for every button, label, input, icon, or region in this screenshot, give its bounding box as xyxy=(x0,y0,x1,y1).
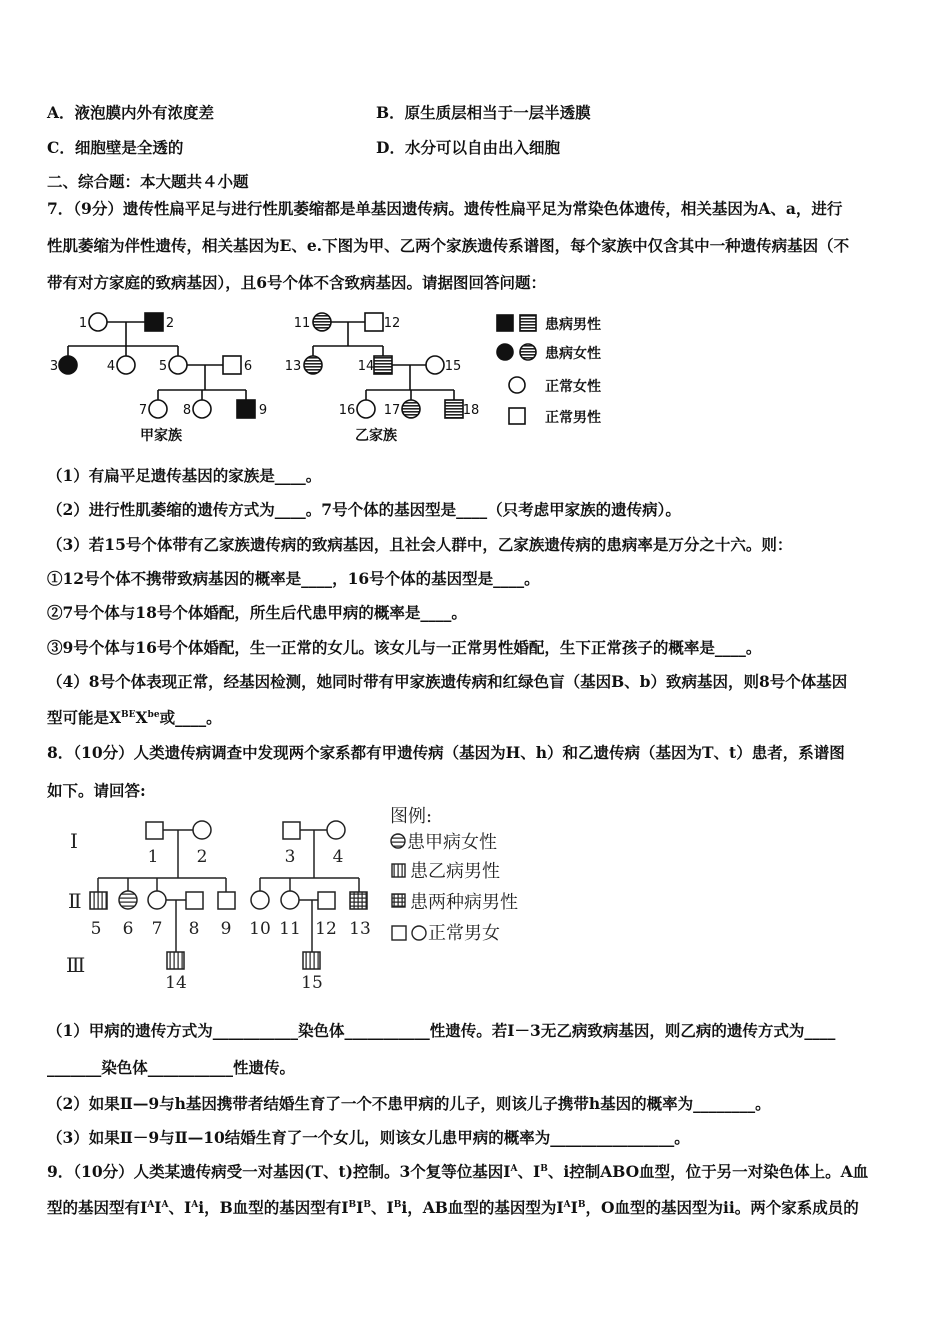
q8-pedigree-figure xyxy=(60,800,530,995)
gen-label-2: Ⅱ xyxy=(68,889,82,913)
q8-sub1-line2: _______染色体___________性遗传。 xyxy=(47,1058,296,1077)
q8-sub2: （2）如果Ⅱ—9与h基因携带者结婚生育了一个不患甲病的儿子，则该儿子携带h基因的概率为________。 xyxy=(47,1094,771,1113)
q7-pedigree-figure xyxy=(50,300,620,450)
q7-sub4: （4）8号个体表现正常，经基因检测，她同时带有甲家族遗传病和红绿色盲（基因B、b）致病基因，则8号个体基因 xyxy=(47,672,848,691)
label-ind-9: 9 xyxy=(258,403,268,418)
q9-l2g: i，AB血型的基因型为I xyxy=(401,1198,564,1217)
label-ind-6: 6 xyxy=(243,359,253,374)
q9-line2 xyxy=(47,1196,859,1218)
q8-legend-female-a xyxy=(391,834,405,848)
q8-label-14: 14 xyxy=(165,973,187,993)
q9-l2b: I xyxy=(154,1198,162,1217)
q8-ind-10 xyxy=(251,891,269,909)
ind-14-affected-male xyxy=(374,356,392,374)
q8-label-12: 12 xyxy=(315,919,337,939)
option-c: C．细胞壁是全透的 xyxy=(47,138,184,157)
q9-sup-a: A xyxy=(510,1163,518,1174)
q7-sub3: （3）若15号个体带有乙家族遗传病的致病基因，且社会人群中，乙家族遗传病的患病率是万分之十六。则： xyxy=(47,535,793,554)
q9-line1 xyxy=(47,1160,868,1182)
option-a: A．液泡膜内外有浓度差 xyxy=(47,103,215,122)
gen-label-1: Ⅰ xyxy=(70,829,78,853)
q7-sub3c: ③9号个体与16号个体婚配，生一正常的女儿。该女儿与一正常男性婚配，生下正常孩子的概率是____。 xyxy=(47,638,762,657)
q9-l1c: 、i控制ABO血型，位于另一对染色体上。A血 xyxy=(547,1162,869,1181)
ind-5-normal-female xyxy=(169,356,187,374)
legend-normal-female-label: 正常女性 xyxy=(545,379,601,395)
legend-normal-male-label: 正常男性 xyxy=(545,410,601,426)
q9-sup-l2b4: B xyxy=(577,1199,586,1210)
q8-legend-normal-male xyxy=(392,926,406,940)
q8-ind-13 xyxy=(350,892,367,909)
q7-sub2: （2）进行性肌萎缩的遗传方式为____。7号个体的基因型是____（只考虑甲家族的遗传病）。 xyxy=(47,500,681,519)
q9-l1a: 9．（10分）人类某遗传病受一对基因(T、t)控制。3个复等位基因I xyxy=(47,1162,511,1181)
q8-ind-2 xyxy=(193,821,211,839)
q8-label-5: 5 xyxy=(90,919,102,939)
q8-sub3: （3）如果Ⅱ－9与Ⅱ—10结婚生育了一个女儿，则该女儿患甲病的概率为________________。 xyxy=(47,1128,690,1147)
ind-12-normal-male xyxy=(365,313,383,331)
q8-label-13: 13 xyxy=(349,919,371,939)
option-d: D．水分可以自由出入细胞 xyxy=(376,138,560,157)
ind-1-normal-female xyxy=(89,313,107,331)
q8-label-7: 7 xyxy=(151,919,163,939)
q9-l2e: I xyxy=(356,1198,364,1217)
section-heading: 二、综合题：本大题共４小题 xyxy=(47,172,249,191)
label-ind-8: 8 xyxy=(182,403,192,418)
label-ind-18: 18 xyxy=(462,403,480,418)
q8-ind-9 xyxy=(218,892,235,909)
ind-4-normal-female xyxy=(117,356,135,374)
ind-2-affected-male xyxy=(145,313,163,331)
ind-16-normal-female xyxy=(357,400,375,418)
q8-label-2: 2 xyxy=(196,847,208,867)
q8-ind-14 xyxy=(167,952,184,969)
label-ind-3: 3 xyxy=(50,359,59,374)
q8-ind-12 xyxy=(318,892,335,909)
q7-sub4-pre: 型可能是X xyxy=(47,708,122,727)
q8-ind-15 xyxy=(303,952,320,969)
ind-8-normal-female xyxy=(193,400,211,418)
ind-9-affected-male xyxy=(237,400,255,418)
q8-legend-4: 正常男女 xyxy=(428,923,500,944)
q7-sub3a: ①12号个体不携带致病基因的概率是____，16号个体的基因型是____。 xyxy=(47,569,540,588)
q7-sub4-post: 或____。 xyxy=(159,708,222,727)
label-ind-5: 5 xyxy=(158,359,168,374)
q7-intro-line2: 性肌萎缩为伴性遗传，相关基因为E、e.下图为甲、乙两个家族遗传系谱图，每个家族中仅含其中一种遗传病基因（不 xyxy=(47,236,850,255)
label-ind-12: 12 xyxy=(383,316,401,331)
legend-affected-female-solid xyxy=(497,344,513,360)
q7-sub1: （1）有扁平足遗传基因的家族是____。 xyxy=(47,466,322,485)
q9-sup-l2b2: B xyxy=(363,1199,371,1210)
q9-sup-l2b1: B xyxy=(348,1199,357,1210)
q8-legend-title: 图例: xyxy=(390,806,433,827)
option-b: B．原生质层相当于一层半透膜 xyxy=(376,103,591,122)
q8-ind-6 xyxy=(119,891,137,909)
q8-ind-4 xyxy=(327,821,345,839)
q7-sup-be-lower: be xyxy=(147,709,160,720)
family-b-label: 乙家族 xyxy=(355,428,397,444)
q8-legend-male-b xyxy=(392,864,405,877)
legend-affected-female: 患病女性 xyxy=(545,346,601,362)
label-ind-2: 2 xyxy=(165,316,175,331)
q8-label-6: 6 xyxy=(122,919,134,939)
q8-label-8: 8 xyxy=(188,919,200,939)
q8-label-3: 3 xyxy=(284,847,296,867)
q7-sup-be-upper: BE xyxy=(121,709,136,720)
q7-sub4-line2 xyxy=(47,706,222,728)
q8-ind-5 xyxy=(90,892,107,909)
q9-l2h: I xyxy=(570,1198,578,1217)
q8-label-4: 4 xyxy=(332,847,344,867)
legend-affected-male-solid xyxy=(497,315,513,331)
label-ind-14: 14 xyxy=(357,359,375,374)
q9-sup-l2a2: A xyxy=(161,1199,169,1210)
q8-ind-1 xyxy=(146,822,163,839)
ind-3-affected-female xyxy=(59,356,77,374)
legend-normal-male xyxy=(509,408,525,424)
family-a-label: 甲家族 xyxy=(140,428,182,444)
ind-18-affected-male xyxy=(445,400,463,418)
label-ind-4: 4 xyxy=(106,359,116,374)
q8-label-1: 1 xyxy=(147,847,159,867)
q8-legend-male-both xyxy=(392,894,405,907)
q9-l1b: 、I xyxy=(517,1162,541,1181)
q9-sup-l2b3: B xyxy=(393,1199,402,1210)
ind-13-affected-female xyxy=(304,356,322,374)
q8-intro-line1: 8．（10分）人类遗传病调查中发现两个家系都有甲遗传病（基因为H、h）和乙遗传病（基因为T、t）患者，系谱图 xyxy=(47,743,845,762)
q9-l2f: 、I xyxy=(370,1198,394,1217)
q9-l2i: ，O血型的基因型为ii。两个家系成员的 xyxy=(585,1198,859,1217)
q8-ind-8 xyxy=(186,892,203,909)
legend-affected-female-striped xyxy=(520,344,536,360)
q8-label-9: 9 xyxy=(220,919,232,939)
legend-affected-male-striped xyxy=(520,315,536,331)
q7-sub3b: ②7号个体与18号个体婚配，所生后代患甲病的概率是____。 xyxy=(47,603,467,622)
q9-l2a: 型的基因型有I xyxy=(47,1198,148,1217)
q7-sub4-mid: X xyxy=(135,708,148,727)
label-ind-17: 17 xyxy=(383,403,401,418)
q8-legend-normal-female xyxy=(412,926,426,940)
label-ind-1: 1 xyxy=(78,316,88,331)
q9-sup-l2a3: A xyxy=(191,1199,199,1210)
gen-label-3: Ⅲ xyxy=(66,953,86,977)
q8-ind-7 xyxy=(148,891,166,909)
ind-7-normal-female xyxy=(149,400,167,418)
q9-sup-l2a4: A xyxy=(563,1199,571,1210)
ind-11-affected-female xyxy=(313,313,331,331)
label-ind-15: 15 xyxy=(444,359,462,374)
q7-intro-line3: 带有对方家庭的致病基因），且6号个体不含致病基因。请据图回答问题： xyxy=(47,273,547,292)
ind-6-normal-male xyxy=(223,356,241,374)
q9-l2d: i，B血型的基因型有I xyxy=(198,1198,349,1217)
q8-label-10: 10 xyxy=(249,919,271,939)
q8-legend-2: 患乙病男性 xyxy=(410,861,500,882)
q9-sup-l2a1: A xyxy=(147,1199,155,1210)
q8-label-15: 15 xyxy=(301,973,323,993)
q9-sup-b: B xyxy=(540,1163,548,1174)
q8-ind-3 xyxy=(283,822,300,839)
q8-legend-1: 患甲病女性 xyxy=(407,832,497,853)
ind-15-normal-female xyxy=(426,356,444,374)
label-ind-16: 16 xyxy=(338,403,356,418)
q8-label-11: 11 xyxy=(279,919,301,939)
q9-l2c: 、I xyxy=(168,1198,192,1217)
q8-intro-line2: 如下。请回答: xyxy=(47,781,146,800)
ind-17-affected-female xyxy=(402,400,420,418)
label-ind-7: 7 xyxy=(138,403,148,418)
q8-ind-11 xyxy=(281,891,299,909)
legend-affected-male: 患病男性 xyxy=(545,317,601,333)
label-ind-11: 11 xyxy=(293,316,311,331)
label-ind-13: 13 xyxy=(284,359,302,374)
q8-legend-3: 患两种病男性 xyxy=(410,892,518,913)
legend-normal-female xyxy=(509,377,525,393)
q8-sub1: （1）甲病的遗传方式为___________染色体___________性遗传。若Ⅰ－3无乙病致病基因，则乙病的遗传方式为____ xyxy=(47,1021,836,1040)
q7-intro-line1: 7．（9分）遗传性扁平足与进行性肌萎缩都是单基因遗传病。遗传性扁平足为常染色体遗传，相关基因为A、a，进行 xyxy=(47,199,843,218)
